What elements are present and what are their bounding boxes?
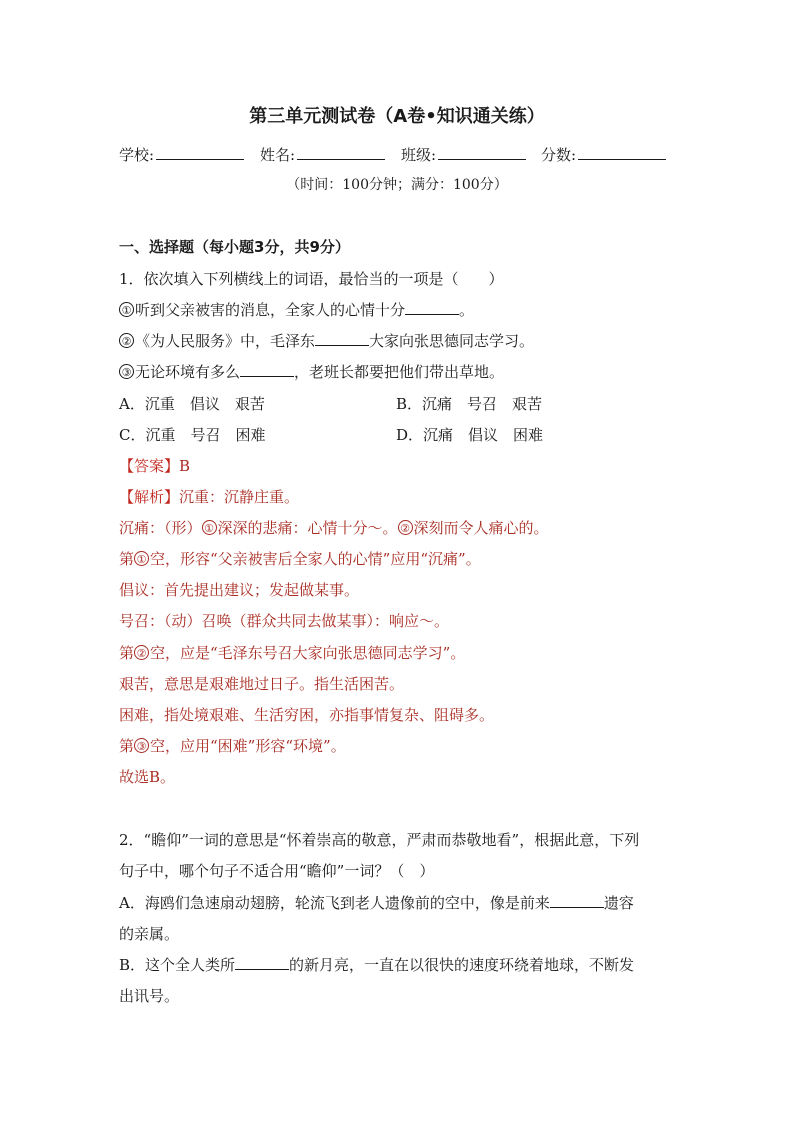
q1-item1-blank[interactable]	[405, 300, 459, 315]
q2-option-a-text: A．海鸥们急速扇动翅膀，轮流飞到老人遗像前的空中，像是前来	[119, 894, 550, 912]
q1-item3-text: 无论环境有多么	[135, 363, 241, 381]
q1-item3	[119, 362, 504, 382]
q1-item2-number: ②	[119, 333, 134, 348]
name-label: 姓名:	[260, 146, 296, 164]
q1-option-a[interactable]: A．沉重 倡议 艰苦	[119, 395, 265, 413]
analysis-line-6: 艰苦，意思是艰难地过日子。指生活困苦。	[119, 675, 405, 693]
answer-tag: 【答案】	[119, 457, 180, 475]
q1-item1-end: 。	[459, 301, 475, 319]
score-blank[interactable]	[578, 145, 666, 160]
analysis-line-1	[119, 518, 549, 538]
analysis-line-3: 倡议：首先提出建议；发起做某事。	[119, 581, 360, 599]
analysis-line-1-num2: ②	[398, 520, 413, 535]
analysis-line-2-b: 空，形容“父亲被害后全家人的心情”应用“沉痛”。	[150, 550, 481, 568]
name-blank[interactable]	[297, 145, 385, 160]
school-field	[119, 145, 244, 165]
q1-item1	[119, 300, 474, 320]
q2-option-a-blank[interactable]	[550, 893, 604, 908]
q1-option-b[interactable]: B．沉痛 号召 艰苦	[396, 395, 543, 413]
analysis-line-4: 号召：（动）召唤（群众共同去做某事）：响应～。	[119, 612, 450, 630]
analysis-line-2	[119, 549, 481, 569]
analysis-line-8-num: ③	[134, 738, 149, 753]
q1-item2	[119, 331, 534, 351]
q1-analysis-first	[119, 487, 299, 507]
analysis-text: 沉重：沉静庄重。	[179, 488, 300, 506]
school-label: 学校:	[119, 146, 155, 164]
q1-item3-blank[interactable]	[240, 362, 294, 377]
analysis-line-2-num: ①	[134, 551, 149, 566]
analysis-tag: 【解析】	[119, 488, 180, 506]
analysis-line-5-num: ②	[134, 645, 149, 660]
q1-item3-end: ，老班长都要把他们带出草地。	[294, 363, 505, 381]
analysis-line-5-b: 空，应是“毛泽东号召大家向张思德同志学习”。	[150, 644, 466, 662]
q1-item1-text: 听到父亲被害的消息，全家人的心情十分	[135, 301, 406, 319]
q1-options-row1	[119, 394, 265, 414]
score-field	[541, 145, 666, 165]
time-note: （时间：100分钟；满分：100分）	[286, 177, 508, 193]
answer-value: B	[179, 457, 191, 475]
analysis-line-2-a: 第	[119, 550, 135, 568]
analysis-line-1-b: 深深的悲痛：心情十分～。	[217, 519, 398, 537]
analysis-line-1-num1: ①	[202, 520, 217, 535]
q1-option-d[interactable]: D．沉痛 倡议 困难	[396, 426, 544, 444]
class-blank[interactable]	[438, 145, 526, 160]
analysis-line-8-b: 空，应用“困难”形容“环境”。	[150, 737, 346, 755]
class-label: 班级:	[401, 146, 437, 164]
score-label: 分数:	[541, 146, 577, 164]
q1-item3-number: ③	[119, 364, 134, 379]
q2-option-b-line2: 出讯号。	[119, 987, 180, 1005]
q1-stem: 1．依次填入下列横线上的词语，最恰当的一项是（ ）	[119, 270, 504, 288]
q1-item2-blank[interactable]	[315, 331, 369, 346]
school-blank[interactable]	[156, 145, 244, 160]
q1-item1-number: ①	[119, 302, 134, 317]
q2-option-a-end: 遗容	[603, 894, 634, 912]
name-field	[260, 145, 385, 165]
analysis-line-1-a: 沉痛：（形）	[119, 519, 202, 537]
analysis-line-8-a: 第	[119, 737, 135, 755]
q2-option-b-blank[interactable]	[235, 955, 289, 970]
q1-answer	[119, 456, 190, 476]
analysis-line-9: 故选B。	[119, 768, 176, 786]
q1-item2-text: 《为人民服务》中，毛泽东	[135, 332, 316, 350]
q2-stem-line2: 句子中，哪个句子不适合用“瞻仰”一词？（ ）	[119, 862, 435, 880]
analysis-line-1-c: 深刻而令人痛心的。	[413, 519, 549, 537]
q2-option-b-end: 的新月亮，一直在以很快的速度环绕着地球，不断发	[289, 956, 635, 974]
analysis-line-5-a: 第	[119, 644, 135, 662]
analysis-line-8	[119, 736, 346, 756]
section-heading: 一、选择题（每小题3分，共9分）	[119, 238, 350, 256]
q2-stem-line1: 2．“瞻仰”一词的意思是“怀着崇高的敬意，严肃而恭敬地看”，根据此意，下列	[119, 831, 640, 849]
q2-option-a[interactable]	[119, 893, 634, 913]
q2-option-b-text: B．这个全人类所	[119, 956, 236, 974]
analysis-line-5	[119, 643, 465, 663]
analysis-line-7: 困难，指处境艰难、生活穷困，亦指事情复杂、阻碍多。	[119, 706, 495, 724]
page-title: 第三单元测试卷（A卷•知识通关练）	[249, 106, 545, 127]
class-field	[401, 145, 526, 165]
q1-item2-end: 大家向张思德同志学习。	[369, 332, 535, 350]
q2-option-a-line2: 的亲属。	[119, 925, 180, 943]
q1-option-c[interactable]: C．沉重 号召 困难	[119, 426, 266, 444]
q2-option-b[interactable]	[119, 955, 634, 975]
